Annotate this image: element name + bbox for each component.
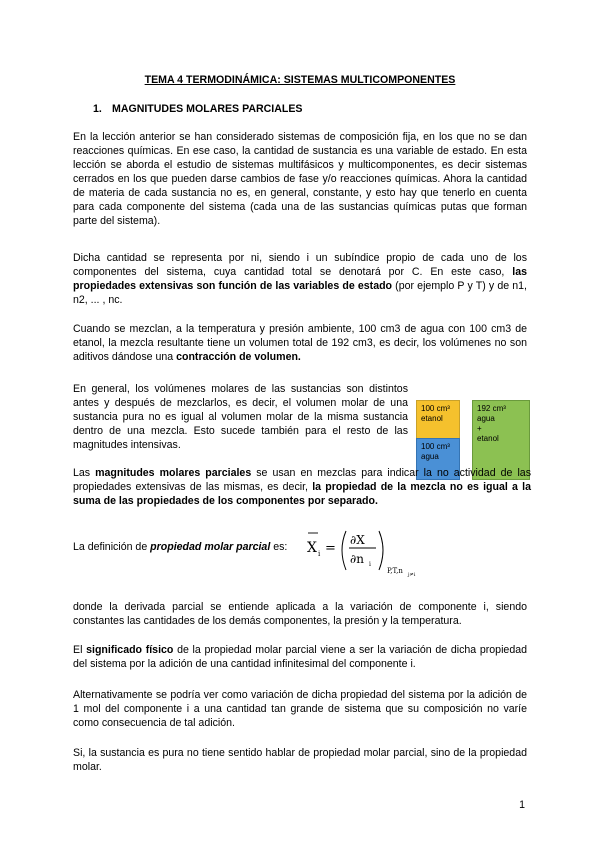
section-title: MAGNITUDES MOLARES PARCIALES xyxy=(112,103,303,115)
section-heading xyxy=(93,102,303,116)
bold-italic-term: propiedad molar parcial xyxy=(150,541,271,553)
paragraph-pure-substance: Si, la sustancia es pura no tiene sentido hablar de propiedad molar parcial, sino de la propiedad molar. xyxy=(73,747,527,773)
formula-den-sub: i xyxy=(369,561,371,568)
page-number: 1 xyxy=(519,799,525,811)
paragraph-molar-volumes: En general, los volúmenes molares de las sustancias son distintos antes y después de mezclarlos, es decir, el volumen molar de una sustancia pura no es igual al volumen molar de la misma sustancia dentro de una mezcla. Esto sucede también para el resto de las magnitudes intensivas. xyxy=(73,383,408,451)
paragraph-mixing: Cuando se mezclan, a la temperatura y presión ambiente, 100 cm3 de agua con 100 cm3 de etanol, la mezcla resultante tiene un volumen total de 192 cm3, es decir, los volúmenes no son aditivos dándose una contracción de volumen. xyxy=(73,323,527,363)
paragraph-alternative: Alternativamente se podría ver como variación de dicha propiedad del sistema por la adición de 1 mol del componente i a una cantidad tan grande de sistema que su composición no varíe como consecuencia de tal adición. xyxy=(73,689,527,729)
mezcla-box: 192 cm³ agua + etanol xyxy=(472,400,530,480)
section-number: 1. xyxy=(93,103,102,115)
agua-box: 100 cm³ agua xyxy=(416,438,460,480)
formula-lhs: X xyxy=(307,540,317,556)
bold-extensive: las propiedades extensivas son función de las variables de estado xyxy=(73,266,527,292)
etanol-box: 100 cm³ etanol xyxy=(416,400,460,440)
bold-partial-magnitudes: magnitudes molares parciales xyxy=(95,467,252,479)
paragraph-components: Dicha cantidad se representa por ni, siendo i un subíndice propio de cada uno de los componentes del sistema, cuya cantidad total se denotará por C. En este caso, las propiedades extensivas son función de las variables de estado (por ejemplo P y T) y de n1, n2, ... , nc. xyxy=(73,252,527,306)
bold-mixture-property: la propiedad de la mezcla no es igual a la suma de las propiedades de los componentes por separado. xyxy=(73,481,531,507)
formula-condition: P,T,n xyxy=(387,567,403,575)
formula-condition-sub: j≠i xyxy=(408,572,416,578)
paragraph-intro: En la lección anterior se han considerado sistemas de composición fija, en los que no se dan reacciones químicas. En ese caso, la cantidad de sustancia es una variable de estado. En esta lección se aborda el estudio de sistemas multifásicos y multicomponentes, es decir sistemas cerrados en los que pueden darse cambios de fase y/o reacciones químicas. Ahora la cantidad de materia de cada sustancia no es, en general, constante, y esto hay que tenerlo en cuenta para cada componente del sistema (cada una de las sustancias químicas putas que forman parte del sistema). xyxy=(73,131,527,227)
svg-text:=: = xyxy=(325,541,336,556)
formula-numerator: ∂X xyxy=(350,533,365,547)
paragraph-derivative: donde la derivada parcial se entiende aplicada a la variación de componente i, siendo constantes las cantidades de los demás componentes, la presión y la temperatura. xyxy=(73,601,527,627)
bold-physical-meaning: significado físico xyxy=(86,644,174,656)
formula-label: La definición de propiedad molar parcial es: xyxy=(73,541,288,553)
bold-contraction: contracción de volumen. xyxy=(176,351,301,363)
paragraph-partial-magnitudes: Las magnitudes molares parciales se usan en mezclas para indicar la no actividad de las propiedades extensivas de las mismas, es decir, la propiedad de la mezcla no es igual a la suma de las propiedades de los componentes por separado. xyxy=(73,467,531,507)
formula-lhs-sub: i xyxy=(318,550,321,558)
paragraph-physical-meaning: El significado físico de la propiedad molar parcial viene a ser la variación de dicha propiedad del sistema por la adición de una cantidad infinitesimal del componente i. xyxy=(73,644,527,670)
document-title: TEMA 4 TERMODINÁMICA: SISTEMAS MULTICOMPONENTES xyxy=(144,74,456,86)
partial-molar-formula xyxy=(304,526,434,578)
formula-denominator: ∂n xyxy=(350,552,364,566)
